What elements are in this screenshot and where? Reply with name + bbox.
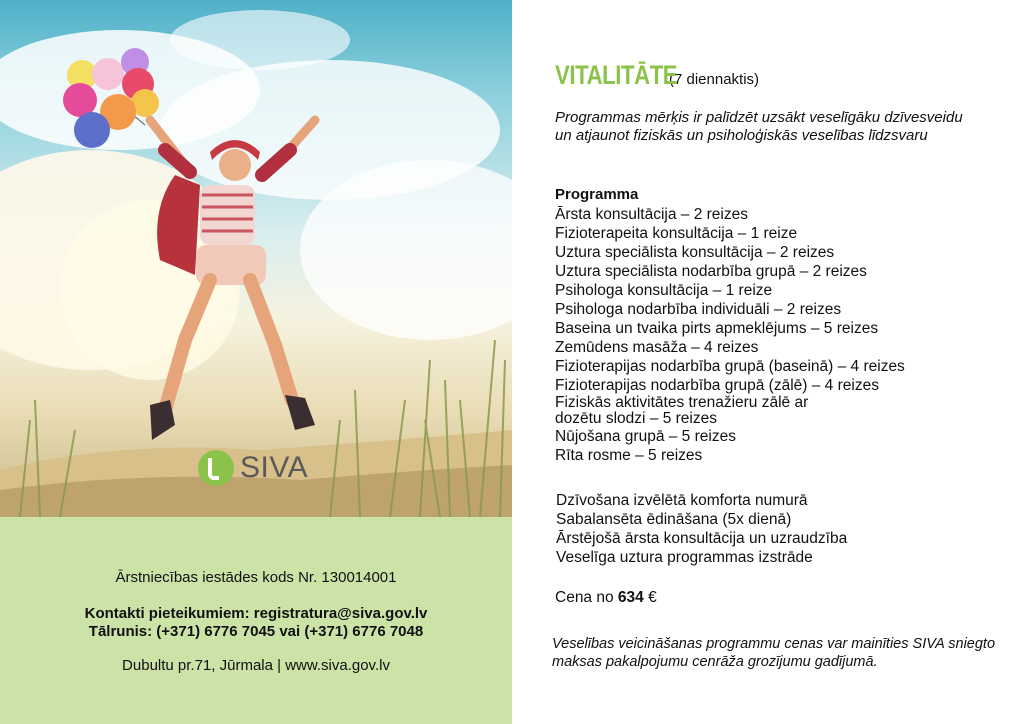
hero-photo	[0, 0, 512, 517]
included-service: Ārstējošā ārsta konsultācija un uzraudzība	[556, 530, 848, 547]
included-service: Dzīvošana izvēlētā komforta numurā	[556, 492, 808, 509]
program-item: Fiziskās aktivitātes trenažieru zālē ar	[555, 394, 809, 411]
siva-logo	[198, 450, 308, 486]
institution-code: Ārstniecības iestādes kods Nr. 130014001	[115, 569, 397, 586]
program-item: Zemūdens masāža – 4 reizes	[555, 339, 759, 356]
price-currency: €	[648, 589, 657, 606]
program-item: Fizioterapijas nodarbība grupā (zālē) – 4 reizes	[555, 377, 879, 394]
program-item: Ārsta konsultācija – 2 reizes	[555, 206, 748, 223]
program-item: Rīta rosme – 5 reizes	[555, 447, 703, 464]
siva-logo-text: SIVA	[240, 451, 309, 484]
siva-logo-icon	[198, 450, 234, 486]
price-line	[555, 589, 657, 607]
price-value: 634	[617, 589, 644, 606]
contact-panel	[0, 517, 512, 724]
included-service: Sabalansēta ēdināšana (5x dienā)	[556, 511, 792, 528]
program-duration: (7 diennaktis)	[669, 71, 760, 88]
program-goal: Programmas mērķis ir palīdzēt uzsākt veselīgāku dzīvesveidu un atjaunot fiziskās un psiholoģiskās veselības līdzsvaru	[555, 109, 963, 144]
included-services-list	[556, 491, 847, 567]
program-item: Fizioterapeita konsultācija – 1 reize	[555, 225, 798, 242]
price-note: Veselības veicināšanas programmu cenas var mainīties SIVA sniegto maksas pakalpojumu cenrāža grozījumu gadījumā.	[552, 636, 996, 670]
program-list-heading: Programma	[555, 186, 639, 203]
price-label: Cena no	[555, 589, 614, 606]
jumping-woman-illustration	[0, 0, 512, 517]
program-list	[555, 205, 905, 465]
program-item: Psihologa nodarbība individuāli – 2 reizes	[555, 301, 842, 318]
program-item: Uztura speciālista konsultācija – 2 reizes	[555, 244, 835, 261]
contact-block	[0, 605, 512, 641]
address-line: Dubultu pr.71, Jūrmala | www.siva.gov.lv	[122, 657, 390, 674]
contact-phone: Tālrunis: (+371) 6776 7045 vai (+371) 6776 7048	[88, 623, 424, 640]
program-item: Baseina un tvaika pirts apmeklējums – 5 reizes	[555, 320, 879, 337]
program-item: Nūjošana grupā – 5 reizes	[555, 428, 736, 445]
contact-email: Kontakti pieteikumiem: registratura@siva.gov.lv	[84, 605, 428, 622]
included-service: Veselīga uztura programmas izstrāde	[556, 549, 813, 566]
program-item: Uztura speciālista nodarbība grupā – 2 reizes	[555, 263, 867, 280]
program-item: Psihologa konsultācija – 1 reize	[555, 282, 773, 299]
program-title-row	[555, 60, 759, 91]
program-item: Fizioterapijas nodarbība grupā (baseinā) – 4 reizes	[555, 358, 905, 375]
program-title: VITALITĀTE	[555, 60, 678, 90]
program-item: dozētu slodzi – 5 reizes	[555, 410, 717, 427]
